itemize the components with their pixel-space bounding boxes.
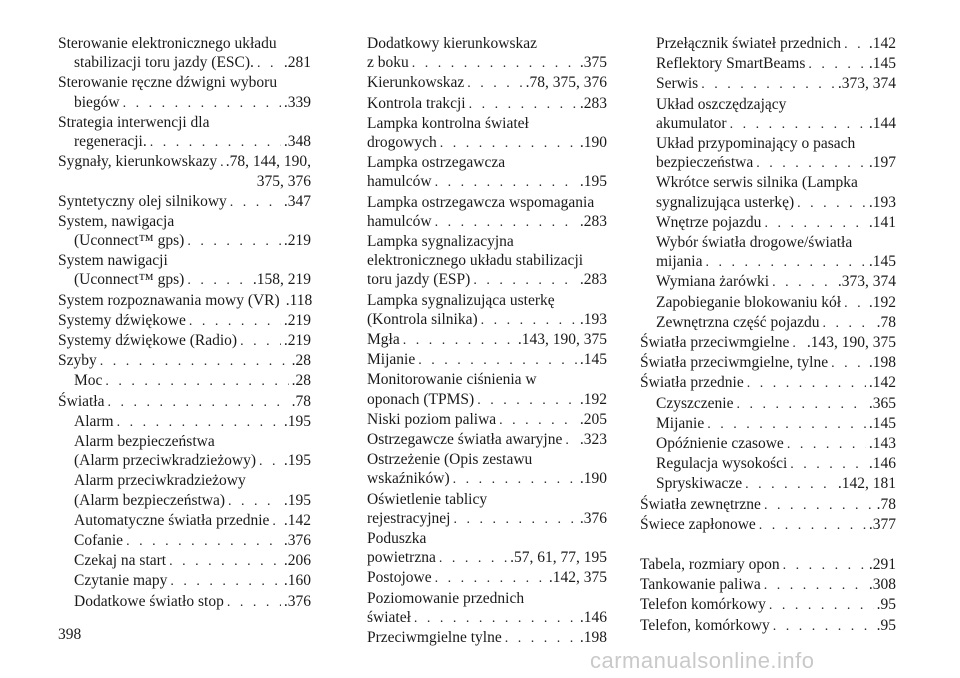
entry-text: Wybór światła drogowe/światła [656,234,853,252]
page-ref: .145 [868,253,896,271]
page-ref: .193 [868,193,896,211]
leader-dots [823,314,874,333]
entry-text: Kierunkowskaz [367,74,465,92]
leader-dots [792,334,804,353]
index-entry [367,430,607,450]
page-ref: .219 [283,232,311,250]
page-ref: .143 [868,435,896,453]
leader-dots [787,435,866,454]
index-subentry [640,434,896,454]
page-ref: .143, 190, 375 [517,331,607,349]
index-entry [640,555,896,575]
page-ref: .145 [579,351,607,369]
entry-text: (Alarm bezpieczeństwa) [74,491,226,509]
leader-dots [150,133,281,152]
leader-dots [701,75,835,94]
leader-dots [100,352,289,371]
leader-dots [453,470,577,489]
entry-text: Lampka ostrzegawcza [367,154,506,172]
leader-dots [844,35,866,54]
entry-text: Szyby [58,352,97,370]
page-ref: .142 [283,511,311,529]
leader-dots [435,213,577,232]
entry-text: Automatyczne światła przednie [74,511,270,529]
entry-text: Cofanie [74,532,124,550]
leader-dots [707,415,866,434]
page-ref: .195 [283,491,311,509]
index-entry [367,589,607,628]
entry-text: (Uconnect™ gps) [74,232,185,250]
entry-text: Systemy dźwiękowe [58,311,186,329]
leader-dots [169,552,281,571]
index-entry [58,351,311,371]
leader-dots [759,516,866,535]
leader-dots [831,354,866,373]
index-subentry [640,54,896,74]
entry-text: Dodatkowy kierunkowskaz [367,35,538,52]
index-entry [367,628,607,648]
page-ref: .197 [868,154,896,172]
index-subentry [640,95,896,134]
entry-text: Moc [74,372,103,390]
entry-text: Kontrola trakcji [367,94,466,112]
entry-text: bezpieczeństwa [656,154,754,172]
leader-dots [189,312,281,331]
leader-dots [230,193,281,212]
entry-text: Czytanie mapy [74,572,168,590]
entry-text: Lampka ostrzegawcza wspomagania [367,193,595,211]
page-ref: .373, 374 [837,75,896,93]
leader-dots [187,271,250,290]
leader-dots [736,395,865,414]
page-ref: .195 [283,412,311,430]
entry-text: Sygnały, kierunkowskazy [58,153,218,171]
page-ref: .143, 190, 375 [806,334,896,352]
entry-text: (Alarm przeciwkradzieżowy) [74,452,257,470]
leader-dots [108,393,289,412]
index-subentry [640,173,896,212]
entry-text: mijania [656,253,703,271]
leader-dots [439,549,507,568]
entry-text: akumulator [656,114,727,132]
index-subentry [58,371,311,391]
entry-text: (Kontrola silnika) [367,310,478,328]
leader-dots [414,609,577,628]
index-entry [367,568,607,588]
leader-dots [773,617,874,636]
page-ref: .283 [579,94,607,112]
page-ref: 375, 376 [256,173,311,191]
page-ref: .144 [868,114,896,132]
page-ref: .28 [291,372,311,390]
entry-text: Mijanie [367,351,416,369]
index-entry [367,330,607,350]
leader-dots [240,332,281,351]
entry-text: Mgła [367,331,400,349]
page-ref: .283 [579,212,607,230]
leader-dots [469,95,577,114]
leader-dots [228,492,281,511]
index-entry [58,152,311,191]
entry-text: Opóźnienie czasowe [656,435,784,453]
index-entry [58,331,311,351]
index-subentry [640,74,896,94]
entry-text: Telefon komórkowy [640,596,766,614]
entry-text: hamulców [367,173,432,191]
entry-text: System, nawigacja [58,212,175,230]
entry-text: Układ przypominający o pasach [656,135,856,153]
index-subentry [58,531,311,551]
index-entry [367,232,607,291]
entry-text: toru jazdy (ESP) [367,271,471,289]
page-ref: .192 [868,293,896,311]
leader-dots [790,455,866,474]
entry-text: Sterowanie ręczne dźwigni wyboru [58,74,278,92]
index-entry [367,450,607,489]
page-ref: .142, 181 [837,475,896,493]
leader-dots [481,311,577,330]
leader-dots [730,115,866,134]
page-ref: .141 [868,213,896,231]
entry-text: System rozpoznawania mowy (VR) [58,291,280,309]
page-ref: .146 [579,608,607,626]
index-entry [367,94,607,114]
page-ref: .28 [291,352,311,370]
entry-text: Światła przeciwmgielne, tylne [640,354,829,372]
index-column-3 [640,34,896,636]
index-entry [367,350,607,370]
entry-text: Systemy dźwiękowe (Radio) [58,332,238,350]
entry-text: Układ oszczędzający [656,95,787,113]
index-entry [58,392,311,412]
entry-text: Zewnętrzna część pojazdu [656,313,820,331]
index-subentry [58,412,311,432]
page-ref: .193 [579,310,607,328]
page-ref: .373, 374 [837,273,896,291]
index-subentry [58,511,311,531]
entry-text: Lampka sygnalizacyjna [367,233,514,251]
index-entry [58,34,311,73]
leader-dots [764,576,866,595]
page-ref: .78, 144, 190, [225,153,311,171]
leader-dots [499,411,577,430]
leader-dots [706,253,866,272]
entry-text: z boku [367,54,409,72]
leader-dots [745,475,835,494]
entry-text: Światła zewnętrzne [640,495,761,513]
leader-dots [783,556,866,575]
page-ref: .348 [283,133,311,151]
leader-dots [259,452,281,471]
entry-text: Alarm [74,412,114,430]
page-ref: .118 [285,291,313,309]
leader-dots [105,372,288,391]
index-subentry [640,134,896,173]
index-entry [367,153,607,192]
entry-text: Lampka kontrolna świateł [367,114,529,132]
index-entry [367,193,607,232]
entry-text: hamulców [367,212,432,230]
page-ref: .160 [283,572,311,590]
entry-text: sygnalizująca usterkę) [656,193,795,211]
entry-text: Światła przednie [640,374,744,392]
page-ref: .291 [868,556,896,574]
leader-dots [435,569,546,588]
leader-dots [565,431,577,450]
leader-dots [412,54,577,73]
index-entry [640,373,896,393]
page-ref: .145 [868,414,896,432]
page-ref: .142 [868,35,896,52]
leader-dots [403,331,515,350]
entry-text: Ostrzeżenie (Opis zestawu [367,451,533,469]
page-ref: .323 [579,431,607,449]
entry-text: drogowych [367,134,437,152]
leader-dots [797,194,866,213]
entry-text: Wymiana żarówki [656,273,770,291]
leader-dots [440,134,577,153]
index-entry [640,353,896,373]
index-entry [367,34,607,73]
index-entry [58,113,311,152]
page-ref: .281 [283,54,311,72]
entry-text: powietrzna [367,549,436,567]
entry-text: System nawigacji [58,252,168,270]
page-ref: .78, 375, 376 [525,74,607,92]
index-subentry [640,233,896,272]
entry-text: Zapobieganie blokowaniu kół [656,293,842,311]
leader-dots [467,74,522,93]
index-subentry [640,474,896,494]
leader-dots [126,532,281,551]
entry-text: Telefon, komórkowy [640,616,770,634]
watermark: carmanualsonline.info [590,648,815,673]
entry-text: Regulacja wysokości [656,455,788,473]
entry-text: Tankowanie paliwa [640,576,761,594]
leader-dots [418,351,577,370]
page-ref: .158, 219 [252,271,311,289]
entry-text: Alarm bezpieczeństwa [74,433,215,451]
index-entry [58,291,311,311]
index-subentry [58,592,311,612]
leader-dots [764,496,874,515]
index-subentry [640,313,896,333]
entry-text: Tabela, rozmiary opon [640,556,780,574]
page-ref: .376 [283,532,311,550]
page-ref: .375 [579,54,607,72]
index-entry [58,192,311,212]
index-subentry [640,34,896,54]
index-entry [640,495,896,515]
entry-text: Postojowe [367,569,432,587]
index-subentry [58,471,311,510]
index-entry [367,370,607,409]
entry-text: regeneracji. [74,133,147,151]
entry-text: Syntetyczny olej silnikowy [58,192,227,210]
index-entry [367,410,607,430]
index-entry [640,616,896,636]
index-entry [640,595,896,615]
page-ref: .365 [868,394,896,412]
entry-text: Świece zapłonowe [640,515,756,533]
entry-text: Monitorowanie ciśnienia w [367,371,537,389]
entry-text: Strategia interwencji dla [58,113,210,131]
entry-text: Światła przeciwmgielne [640,334,790,352]
entry-text: elektronicznego układu stabilizacji [367,252,584,270]
entry-text: Sterowanie elektronicznego układu [58,35,277,52]
page-ref: .219 [283,311,311,329]
leader-dots [123,94,281,113]
page-ref: .78 [876,495,896,513]
page-ref: .78 [291,392,311,410]
index-column-1 [58,34,311,612]
page-ref: .190 [579,134,607,152]
index-entry [58,73,311,112]
page-ref: .347 [283,192,311,210]
entry-text: Reflektory SmartBeams [656,55,806,73]
index-subentry [640,213,896,233]
index-entry [58,251,311,290]
page-ref: .195 [579,173,607,191]
leader-dots [453,510,576,529]
entry-text: Przełącznik świateł przednich [656,35,842,52]
page-ref: .219 [283,332,311,350]
entry-text: rejestracyjnej [367,509,451,527]
entry-text: świateł [367,608,411,626]
page-ref: .57, 61, 77, 195 [510,549,607,567]
index-entry [640,515,896,535]
entry-text: Czyszczenie [656,394,734,412]
entry-text: biegów [74,93,120,111]
index-entry [640,333,896,353]
leader-dots [227,593,281,612]
page-ref: .192 [579,390,607,408]
entry-text: Niski poziom paliwa [367,410,497,428]
page-ref: .95 [876,616,896,634]
leader-dots [808,55,866,74]
entry-text: Wkrótce serwis silnika (Lampka [656,174,858,192]
page-ref: .206 [283,552,311,570]
page-ref: .308 [868,576,896,594]
index-column-2 [367,34,607,648]
index-entry [367,490,607,529]
index-subentry [640,394,896,414]
index-entry [367,529,607,568]
entry-text: Alarm przeciwkradzieżowy [74,472,246,490]
index-entry [640,575,896,595]
leader-dots [747,374,866,393]
entry-text: Spryskiwacze [656,475,743,493]
page-ref: .142 [868,374,896,392]
index-entry [367,114,607,153]
leader-dots [272,512,280,531]
leader-dots [117,413,281,432]
leader-dots [764,214,865,233]
index-subentry [640,293,896,313]
index-entry [58,311,311,331]
page-number: 398 [58,626,82,643]
page-ref: .198 [868,354,896,372]
page-ref: .146 [868,455,896,473]
page-ref: .377 [868,515,896,533]
leader-dots [844,294,866,313]
page-ref: .376 [283,592,311,610]
leader-dots [769,596,874,615]
page-ref: .95 [876,596,896,614]
page-ref: .376 [579,509,607,527]
index-subentry [640,454,896,474]
index-entry [367,73,607,93]
index-subentry [58,432,311,471]
page-ref: .145 [868,55,896,73]
leader-dots [257,54,281,73]
page-ref: .198 [579,629,607,647]
index-subentry [58,551,311,571]
entry-text: Czekaj na start [74,552,167,570]
entry-text: Przeciwmgielne tylne [367,629,502,647]
entry-text: (Uconnect™ gps) [74,271,185,289]
entry-text: Poduszka [367,530,427,548]
page-ref: .339 [283,93,311,111]
entry-text: Światła [58,392,105,410]
index-subentry [640,272,896,292]
section-gap [640,535,896,555]
entry-text: Oświetlenie tablicy [367,490,488,508]
entry-text: stabilizacji toru jazdy (ESC). [74,54,254,72]
entry-text: Serwis [656,75,699,93]
page-ref: .283 [579,271,607,289]
entry-text: wskaźników) [367,470,450,488]
entry-text: Lampka sygnalizująca usterkę [367,291,555,309]
leader-dots [505,629,577,648]
index-entry [58,212,311,251]
entry-text: Mijanie [656,414,705,432]
page-ref: .190 [579,470,607,488]
entry-text: Ostrzegawcze światła awaryjne [367,431,563,449]
leader-dots [477,391,577,410]
entry-text: Wnętrze pojazdu [656,213,762,231]
index-entry [367,291,607,330]
leader-dots [170,572,280,591]
leader-dots [435,173,577,192]
index-subentry [640,414,896,434]
page-ref: .78 [876,313,896,331]
page-ref: .142, 375 [548,569,607,587]
leader-dots [187,232,281,251]
leader-dots [473,271,577,290]
entry-text: oponach (TPMS) [367,390,475,408]
entry-text: Dodatkowe światło stop [74,592,224,610]
page-ref: .195 [283,452,311,470]
leader-dots [756,154,866,173]
leader-dots [772,273,835,292]
page-ref: .205 [579,410,607,428]
index-subentry [58,571,311,591]
entry-text: Poziomowanie przednich [367,589,525,607]
